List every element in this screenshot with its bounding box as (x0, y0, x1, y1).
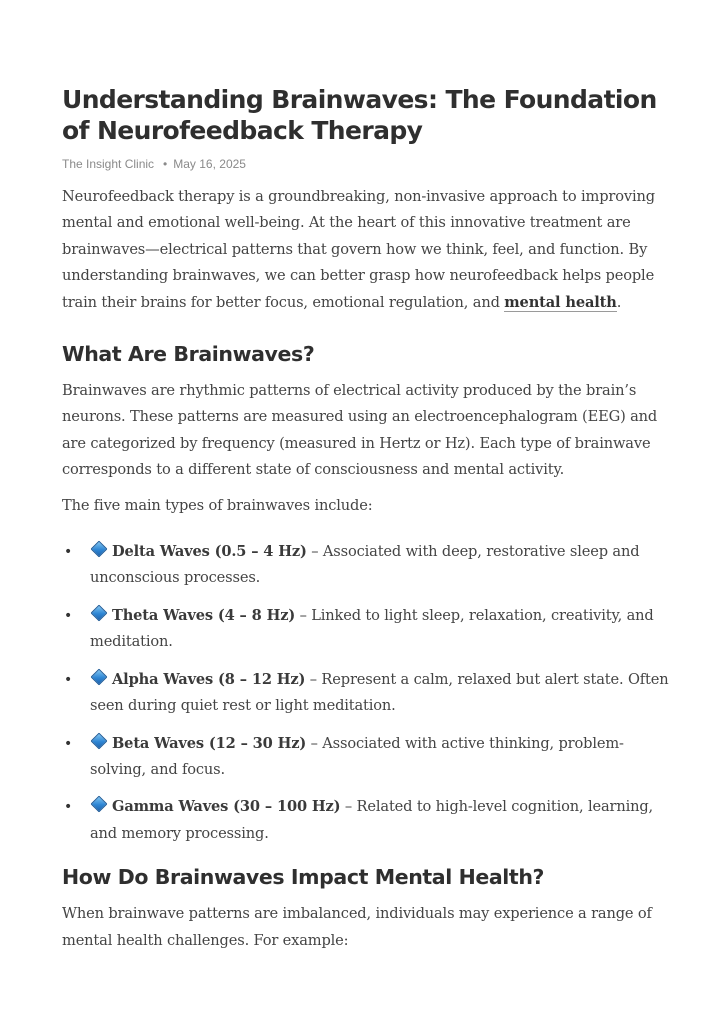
meta-separator: • (163, 157, 168, 171)
wave-name: Delta Waves (0.5 – 4 Hz) (112, 543, 307, 561)
article-title: Understanding Brainwaves: The Foundation of Neurofeedback Therapy (62, 85, 657, 145)
list-item-alpha (62, 667, 674, 720)
list-item-delta (62, 539, 674, 592)
intro-paragraph (62, 184, 674, 316)
wave-name: Theta Waves (4 – 8 Hz) (112, 606, 296, 624)
bullet-glyph: • (64, 671, 73, 688)
wave-description: – Associated with active thinking, problem-solving, and focus. (90, 734, 624, 778)
blue-diamond-icon (91, 796, 108, 813)
bullet-glyph: • (64, 735, 73, 752)
wave-description: – Associated with deep, restorative sleep and unconscious processes. (90, 543, 640, 587)
blue-diamond-icon (91, 604, 108, 621)
list-item-gamma (62, 794, 674, 847)
brainwave-list (62, 539, 674, 847)
section-heading-what-are-brainwaves: What Are Brainwaves? (62, 342, 315, 367)
section-heading-impact-mental-health: How Do Brainwaves Impact Mental Health? (62, 865, 545, 890)
blue-diamond-icon (91, 732, 108, 749)
article-meta (62, 157, 674, 173)
wave-name: Beta Waves (12 – 30 Hz) (112, 734, 307, 752)
intro-end: . (616, 293, 622, 311)
wave-description: – Related to high-level cognition, learning, and memory processing. (90, 798, 654, 842)
list-item-beta (62, 731, 674, 784)
list-lead-paragraph: The five main types of brainwaves include: (62, 496, 373, 514)
intro-text: Neurofeedback therapy is a groundbreaking, non-invasive approach to improving mental and emotional well-being. At the heart of this innovative treatment are brainwaves—electrical patterns that govern how we think, feel, and function. By understanding brainwaves, we can better grasp how neurofeedback helps people train their brains for better focus, emotional regulation, and (62, 188, 655, 311)
wave-description: – Represent a calm, relaxed but alert state. Often seen during quiet rest or light meditation. (90, 670, 669, 715)
section-2-paragraph: When brainwave patterns are imbalanced, individuals may experience a range of mental health challenges. For example: (62, 905, 652, 949)
mental-health-link[interactable]: mental health (504, 293, 617, 311)
blue-diamond-icon (91, 668, 108, 685)
blue-diamond-icon (91, 541, 108, 558)
wave-name: Alpha Waves (8 – 12 Hz) (112, 670, 306, 688)
section-1-paragraph: Brainwaves are rhythmic patterns of electrical activity produced by the brain’s neurons. These patterns are measured using an electroencephalogram (EEG) and are categorized by frequency (measured in Hertz or Hz). Each type of brainwave corresponds to a different state of consciousness and mental activity. (62, 382, 658, 479)
wave-name: Gamma Waves (30 – 100 Hz) (112, 798, 341, 816)
bullet-glyph: • (64, 607, 73, 624)
publish-date: May 16, 2025 (173, 157, 246, 171)
wave-description: – Linked to light sleep, relaxation, creativity, and meditation. (90, 606, 654, 651)
list-item-theta (62, 603, 674, 656)
author-link[interactable]: The Insight Clinic (62, 157, 155, 171)
bullet-glyph: • (64, 799, 73, 816)
bullet-glyph: • (64, 544, 73, 561)
